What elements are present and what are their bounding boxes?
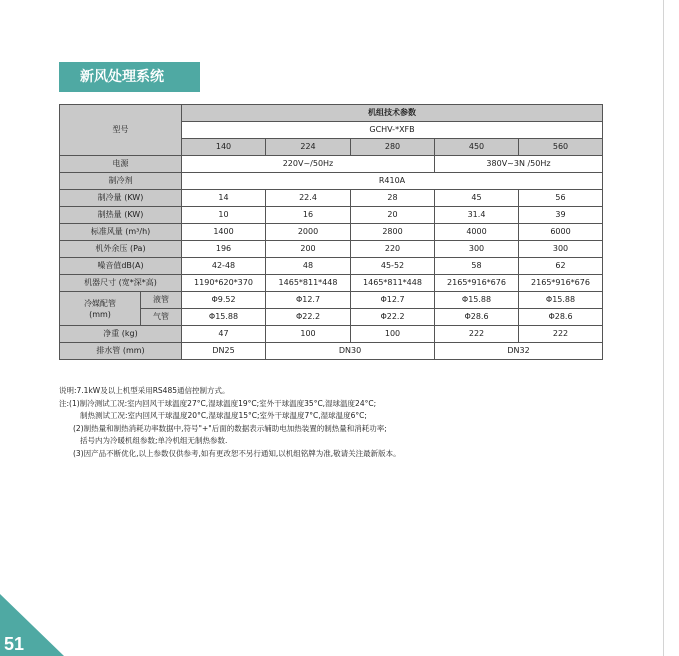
cell: Φ15.88 [519,292,603,309]
cell: Φ15.88 [182,309,266,326]
header-title: 机组技术参数 [182,105,603,122]
table-row [60,275,603,292]
table-row [60,343,603,360]
note-line: 制热测试工况:室内回风干球温度20°C,湿球温度15°C;室外干球温度7°C,湿球温度6°C; [80,411,367,420]
series-name: GCHV-*XFB [182,122,603,139]
table-row [60,258,603,275]
cell: 100 [351,326,435,343]
table-row [60,326,603,343]
row-label: 噪音值dB(A) [60,258,182,275]
cell: 2165*916*676 [519,275,603,292]
note-line: 括号内为冷暖机组参数;单冷机组无制热参数. [80,436,228,445]
row-label: 机器尺寸 (宽*深*高) [60,275,182,292]
table-row [60,173,603,190]
cell: 45-52 [351,258,435,275]
model-cell: 450 [435,139,519,156]
note-line: 说明:7.1kW及以上机型采用RS485通信控制方式。 [59,386,230,395]
note-line: (2)制热量和制热消耗功率数据中,符号"+"后面的数据表示辅助电加热装置的制热量和消耗功率; [73,423,387,433]
cell: 1465*811*448 [266,275,351,292]
model-label: 型号 [60,105,182,156]
cell: 2800 [351,224,435,241]
cell: 39 [519,207,603,224]
cell: Φ28.6 [519,309,603,326]
cell: 196 [182,241,266,258]
cell: 62 [519,258,603,275]
cell: 1400 [182,224,266,241]
drain-label: 排水管 (mm) [60,343,182,360]
power-label: 电源 [60,156,182,173]
cell: Φ12.7 [351,292,435,309]
cell: 56 [519,190,603,207]
cell: 6000 [519,224,603,241]
cell: 100 [266,326,351,343]
cell: Φ15.88 [435,292,519,309]
table-row [60,156,603,173]
cell: 2165*916*676 [435,275,519,292]
cell: 200 [266,241,351,258]
cell: 1465*811*448 [351,275,435,292]
row-label: 标准风量 (m³/h) [60,224,182,241]
cell: 4000 [435,224,519,241]
power-value: 380V~3N /50Hz [435,156,603,173]
cell: 222 [519,326,603,343]
refrigerant-value: R410A [182,173,603,190]
cell: 14 [182,190,266,207]
section-title: 新风处理系统 [59,62,200,92]
page-edge-rule [663,0,664,656]
row-label: 机外余压 (Pa) [60,241,182,258]
cell: 222 [435,326,519,343]
cell: 300 [435,241,519,258]
cell: 58 [435,258,519,275]
cell: 10 [182,207,266,224]
page-number-corner [0,594,64,656]
cell: 45 [435,190,519,207]
cell: 48 [266,258,351,275]
page-number: 51 [4,634,25,654]
pipe-label-line1: 冷媒配管 [84,298,116,308]
cell: 300 [519,241,603,258]
cell: DN30 [266,343,435,360]
table-row [60,190,603,207]
row-label: 制冷量 (KW) [60,190,182,207]
note-line: 注:(1)制冷测试工况:室内回风干球温度27°C,湿球温度19°C;室外干球温度35°C,湿球温度24°C; [59,398,377,408]
cell: Φ22.2 [351,309,435,326]
cell: 31.4 [435,207,519,224]
table-row [60,207,603,224]
cell: Φ28.6 [435,309,519,326]
model-cell: 224 [266,139,351,156]
cell: 47 [182,326,266,343]
cell: 22.4 [266,190,351,207]
gas-label: 气管 [141,309,182,326]
cell: DN25 [182,343,266,360]
notes-block [59,385,599,460]
table-row [60,292,603,309]
cell: 20 [351,207,435,224]
model-cell: 280 [351,139,435,156]
row-label: 制热量 (KW) [60,207,182,224]
table-row [60,224,603,241]
pipe-label-line2: (mm) [89,309,111,319]
cell: Φ22.2 [266,309,351,326]
cell: Φ12.7 [266,292,351,309]
cell: 28 [351,190,435,207]
spec-table [59,104,603,360]
power-value: 220V~/50Hz [182,156,435,173]
model-cell: 560 [519,139,603,156]
cell: 2000 [266,224,351,241]
weight-label: 净重 (kg) [60,326,182,343]
cell: Φ9.52 [182,292,266,309]
table-row [60,309,603,326]
table-row [60,241,603,258]
cell: DN32 [435,343,603,360]
model-cell: 140 [182,139,266,156]
cell: 1190*620*370 [182,275,266,292]
cell: 16 [266,207,351,224]
refrigerant-label: 制冷剂 [60,173,182,190]
liquid-label: 液管 [141,292,182,309]
note-line: (3)因产品不断优化,以上参数仅供参考,如有更改恕不另行通知,以机组铭牌为准,敬请关注最新版本。 [73,448,401,458]
table-row [60,105,603,122]
pipe-label [60,292,141,326]
cell: 220 [351,241,435,258]
cell: 42-48 [182,258,266,275]
